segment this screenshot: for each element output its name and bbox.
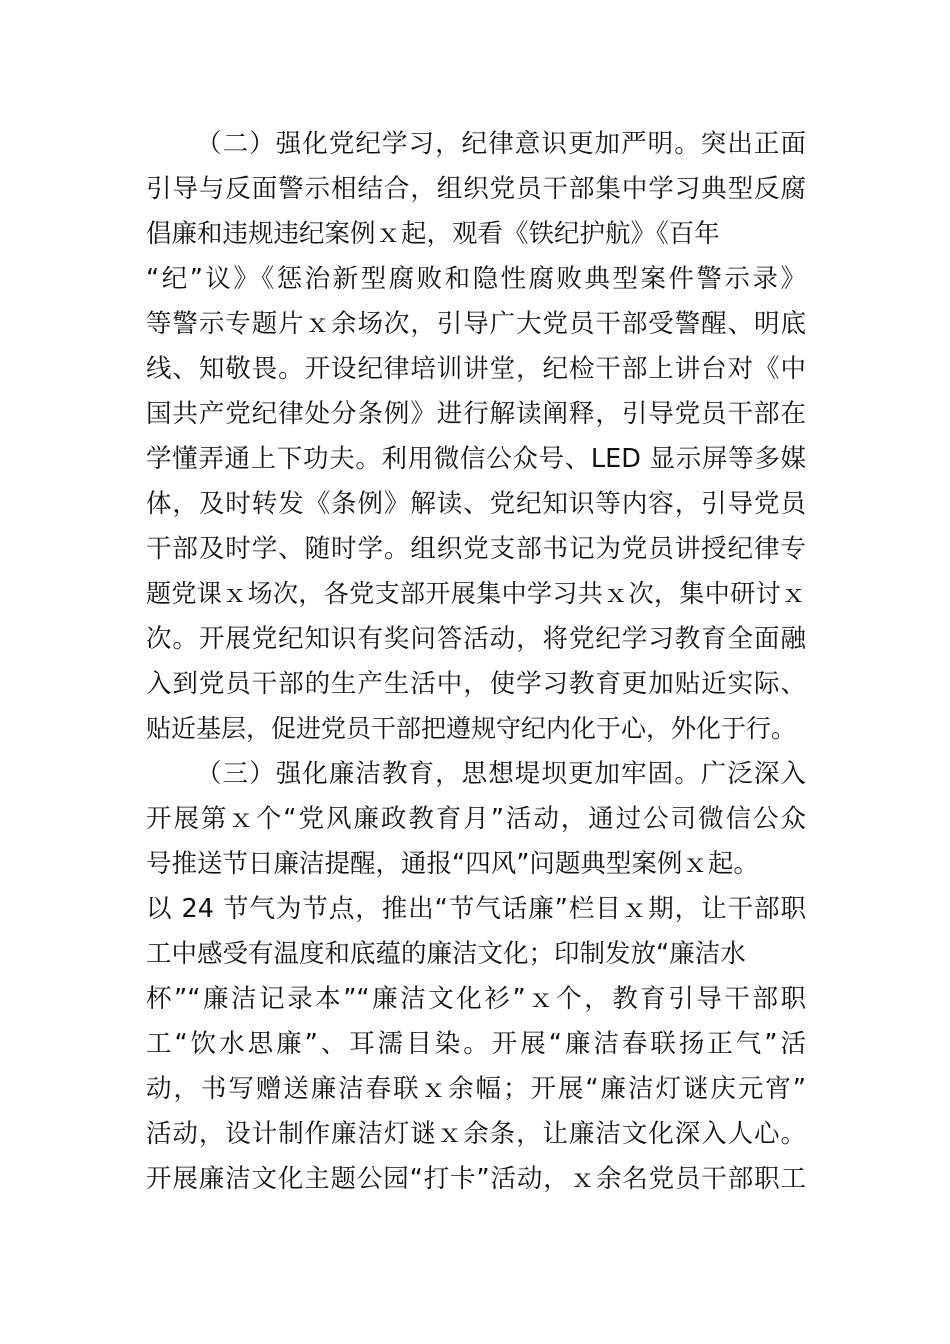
paragraph-2-line-3: 倡廉和违规违纪案例ｘ起，观看《铁纪护航》《百年 <box>146 219 720 249</box>
paragraph-3-line-8: 动，书写赠送廉洁春联ｘ余幅；开展“廉洁灯谜庆元宵” <box>146 1074 806 1104</box>
paragraph-2-line-6: 线、知敬畏。开设纪律培训讲堂，纪检干部上讲台对《中 <box>146 354 806 384</box>
paragraph-3-line-4: 以 24 节气为节点，推出“节气话廉”栏目ｘ期，让干部职 <box>146 894 806 924</box>
paragraph-3-line-9: 活动，设计制作廉洁灯谜ｘ余条，让廉洁文化深入人心。 <box>146 1119 806 1149</box>
paragraph-3-line-5: 工中感受有温度和底蕴的廉洁文化；印制发放“廉洁水 <box>146 939 746 969</box>
paragraph-3-line-2: 开展第ｘ个“党风廉政教育月”活动，通过公司微信公众 <box>146 804 806 834</box>
paragraph-2-line-1: （二）强化党纪学习，纪律意识更加严明。突出正面 <box>196 129 806 159</box>
paragraph-2-line-11: 题党课ｘ场次，各党支部开展集中学习共ｘ次，集中研讨ｘ <box>146 579 806 608</box>
paragraph-2-line-13: 入到党员干部的生产生活中，使学习教育更加贴近实际、 <box>146 669 806 699</box>
paragraph-3-line-6: 杯”“廉洁记录本”“廉洁文化衫”ｘ个，教育引导干部职 <box>146 984 806 1014</box>
paragraph-2-line-8: 学懂弄通上下功夫。利用微信公众号、LED 显示屏等多媒 <box>146 444 806 474</box>
paragraph-2-line-5: 等警示专题片ｘ余场次，引导广大党员干部受警醒、明底 <box>146 309 806 339</box>
paragraph-2-line-12: 次。开展党纪知识有奖问答活动，将党纪学习教育全面融 <box>146 624 806 654</box>
paragraph-3-line-7: 工“饮水思廉”、耳濡目染。开展“廉洁春联扬正气”活 <box>146 1029 806 1059</box>
paragraph-2-line-4: “纪”议》《惩治新型腐败和隐性腐败典型案件警示录》 <box>146 264 806 294</box>
paragraph-2-line-10: 干部及时学、随时学。组织党支部书记为党员讲授纪律专 <box>146 534 806 564</box>
paragraph-2-line-9: 体，及时转发《条例》解读、党纪知识等内容，引导党员 <box>146 489 806 519</box>
paragraph-3-line-10: 开展廉洁文化主题公园“打卡”活动，ｘ余名党员干部职工 <box>146 1164 806 1194</box>
paragraph-3-line-1: （三）强化廉洁教育，思想堤坝更加牢固。广泛深入 <box>196 759 806 789</box>
paragraph-3-line-3: 号推送节日廉洁提醒，通报“四风”问题典型案例ｘ起。 <box>146 849 759 879</box>
paragraph-2-line-7: 国共产党纪律处分条例》进行解读阐释，引导党员干部在 <box>146 399 806 429</box>
paragraph-2-line-14: 贴近基层，促进党员干部把遵规守纪内化于心，外化于行。 <box>146 714 797 743</box>
paragraph-2-line-2: 引导与反面警示相结合，组织党员干部集中学习典型反腐 <box>146 174 806 204</box>
